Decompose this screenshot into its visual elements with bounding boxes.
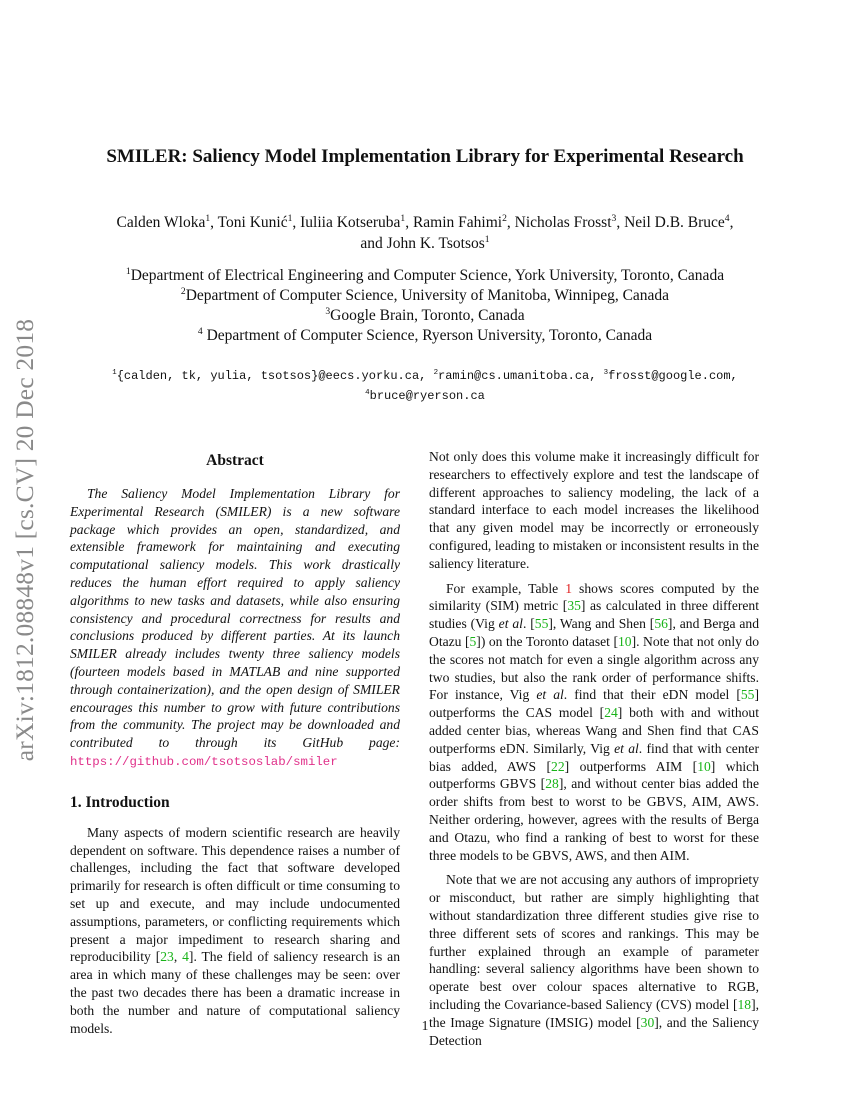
affiliation-line: [40, 306, 810, 326]
body-text: ] both with and without added center bias, whereas Wang and Shen find that CAS outperforms eDN. Similarly, Vig: [429, 705, 759, 756]
author-name: Calden Wloka: [116, 214, 206, 231]
body-text: ], and without center bias added the order shifts from best to worst to be GBVS, AIM, AWS. Neither ordering, however, agrees with the results of Berga and Otazu, who find a ranking of best to worst for these three models to be GBVS, AWS, and then AIM.: [429, 776, 759, 863]
email-address: {calden, tk, yulia, tsotsos}@eecs.yorku.ca,: [116, 369, 427, 383]
intro-paragraph: Many aspects of modern scientific research are heavily dependent on software. This dependence raises a number of challenges, including the fact that software developed primarily for research is often difficult or time consuming to set up and execute, and may include undocumented assumptions, parameters, or conflicting requirements which present a major impediment to research sharing and reproducibility [23, 4]. The field of saliency research is an area in which many of these challenges may be seen: over the past two decades there has been a dramatic increase in both the number and nature of computational saliency models.: [70, 824, 400, 1036]
body-text: . find that their eDN model [: [563, 687, 741, 703]
body-text: shows scores computed by the similarity (SIM) metric [: [429, 580, 759, 614]
affiliation-line: [40, 286, 810, 306]
body-text: For example, Table: [446, 580, 566, 596]
citation-link[interactable]: 55: [534, 616, 549, 632]
author-name: John K. Tsotsos: [386, 235, 485, 252]
author-affil-mark: 1: [205, 212, 211, 224]
body-text: . [: [522, 616, 535, 632]
affiliation-list: [40, 266, 810, 346]
author-name: Neil D.B. Bruce: [624, 214, 725, 231]
body-text: ] as calculated in three different studies (Vig: [429, 598, 760, 632]
author-affil-mark: 1: [287, 212, 293, 224]
citation-link[interactable]: 18: [737, 996, 752, 1012]
et-al: et al: [498, 616, 523, 632]
affiliation-text: Google Brain, Toronto, Canada: [330, 307, 525, 324]
citation-link[interactable]: 28: [545, 776, 559, 792]
citation-link[interactable]: 5: [469, 633, 477, 649]
affiliation-mark: 1: [125, 265, 131, 277]
et-al: et al: [536, 687, 564, 703]
arxiv-stamp: [3, 290, 47, 790]
email-mark: 1: [112, 369, 117, 377]
citation-link[interactable]: 56: [654, 616, 668, 632]
body-paragraph: [429, 580, 759, 865]
email-list: [40, 366, 810, 406]
affiliation-mark: 2: [180, 285, 186, 297]
citation-link[interactable]: 55: [740, 687, 755, 703]
abstract-text: The Saliency Model Implementation Library for Experimental Research (SMILER) is a new software package which provides an open, standardized, and extensible framework for maintaining and executing computational saliency models. This work drastically reduces the human effort required to apply saliency algorithms to new tasks and datasets, while also ensuring consistency and procedural correctness for results and conclusions produced by different parties. At its launch SMILER already includes twenty three saliency models (fourteen models based in MATLAB and nine supported through containerization), and the open design of SMILER encourages this number to grow with future contributions from the community. The project may be downloaded and contributed to through its GitHub page:: [70, 486, 400, 751]
citation-link[interactable]: 23: [160, 949, 174, 965]
email-address: frosst@google.com,: [608, 369, 738, 383]
affiliation-mark: 3: [325, 305, 331, 317]
affiliation-line: [40, 266, 810, 286]
email-address: ramin@cs.umanitoba.ca,: [438, 369, 597, 383]
author-affil-mark: 1: [400, 212, 406, 224]
citation-link[interactable]: 24: [604, 705, 618, 721]
body-text: ]. The field of saliency research is an area in which many of these challenges may be seen: over the past two decades there has been a dramatic increase in both the number and nature of computational saliency models.: [70, 949, 400, 1036]
body-text: ], the Image Signature (IMSIG) model [: [429, 996, 759, 1030]
body-text: ] outperforms AIM [: [564, 758, 698, 774]
citation-link[interactable]: 4: [182, 949, 189, 965]
author-affil-mark: 4: [724, 212, 730, 224]
body-text: Many aspects of modern scientific research are heavily dependent on software. This dependence raises a number of challenges, including the fact that software developed primarily for research is often difficult or time consuming to set up and execute, and may include undocumented assumptions, parameters, or conflicting requirements which present a major impediment to research sharing and reproducibility [: [70, 824, 400, 965]
citation-link[interactable]: 10: [617, 633, 632, 649]
author-conjunction: and: [360, 235, 383, 252]
body-text: ]. Note that not only do the scores not match for even a single algorithm across any two studies, but also the rank order of performance shifts. For instance, Vig: [429, 633, 759, 703]
abstract-heading: Abstract: [206, 452, 264, 469]
body-text: ], Wang and Shen [: [548, 616, 655, 632]
page-number: 1: [421, 1018, 429, 1033]
body-text: ] which outperforms GBVS [: [429, 758, 759, 792]
table-ref-link[interactable]: 1: [565, 580, 573, 596]
citation-link[interactable]: 10: [697, 758, 711, 774]
abstract-paragraph: [70, 485, 400, 772]
section-heading-introduction: 1. Introduction: [70, 793, 170, 811]
affiliation-text: Department of Electrical Engineering and Computer Science, York University, Toronto, Canada: [130, 267, 725, 284]
left-column: [70, 448, 400, 1037]
affiliation-text: Department of Computer Science, University of Manitoba, Winnipeg, Canada: [185, 287, 670, 304]
body-text: Note that we are not accusing any authors of impropriety or misconduct, but rather are simply highlighting that without standardization three different studies give rise to three different sets of scores and rankings. This may be further explained through an example of parameter handling: several saliency algorithms have been shown to operate best over colour spaces alternative to RGB, including the Covariance-based Saliency (CVS) model [: [429, 872, 759, 1012]
author-affil-mark: 1: [484, 233, 490, 245]
email-mark: 4: [365, 389, 370, 397]
email-mark: 2: [433, 369, 439, 377]
citation-link[interactable]: 35: [567, 598, 581, 614]
body-text: ], and the Saliency Detection: [429, 1014, 759, 1048]
body-text: . find that with center bias added, AWS [: [429, 740, 759, 774]
author-list: Calden Wloka$^1$, Toni Kunić$^1$, Iuliia Kotseruba$^1$, Ramin Fahimi$^2$, Nicholas Frosst$^3$, Neil D.B. Bruce$^4$, and John K. Tsotsos$^1$: [116, 212, 734, 252]
author-affil-mark: 2: [502, 212, 507, 224]
paper-title: SMILER: Saliency Model Implementation Library for Experimental Research: [106, 146, 744, 167]
author-affil-mark: 3: [611, 212, 617, 224]
arxiv-stamp-text: arXiv:1812.08848v1 [cs.CV] 20 Dec 2018: [10, 318, 39, 762]
body-text: ], and Berga and Otazu [: [429, 616, 759, 649]
body-paragraph: Not only does this volume make it increasingly difficult for researchers to effectively explore and test the landscape of different approaches to saliency modeling, the lack of a standard interface to each model increases the likelihood that any given model may be incorrectly or erroneously configured, leading to mistaken or inconsistent results in the saliency literature.: [429, 449, 759, 571]
author-name: Toni Kunić: [217, 214, 288, 231]
github-link[interactable]: https://github.com/tsotsoslab/smiler: [70, 754, 338, 769]
citation-link[interactable]: 30: [640, 1014, 655, 1030]
body-text: ] outperforms the CAS model [: [429, 687, 759, 721]
author-name: Iuliia Kotseruba: [300, 214, 401, 231]
affiliation-line: [40, 326, 810, 346]
body-text: ]) on the Toronto dataset [: [476, 633, 618, 649]
affiliation-mark: 4: [197, 325, 203, 337]
right-column: [429, 448, 759, 1049]
et-al: et al: [614, 740, 639, 756]
email-address: bruce@ryerson.ca: [369, 389, 485, 403]
author-name: Ramin Fahimi: [412, 214, 503, 231]
citation-link[interactable]: 22: [551, 758, 565, 774]
email-mark: 3: [603, 369, 609, 377]
affiliation-text: Department of Computer Science, Ryerson University, Toronto, Canada: [202, 327, 653, 344]
author-name: Nicholas Frosst: [514, 214, 612, 231]
